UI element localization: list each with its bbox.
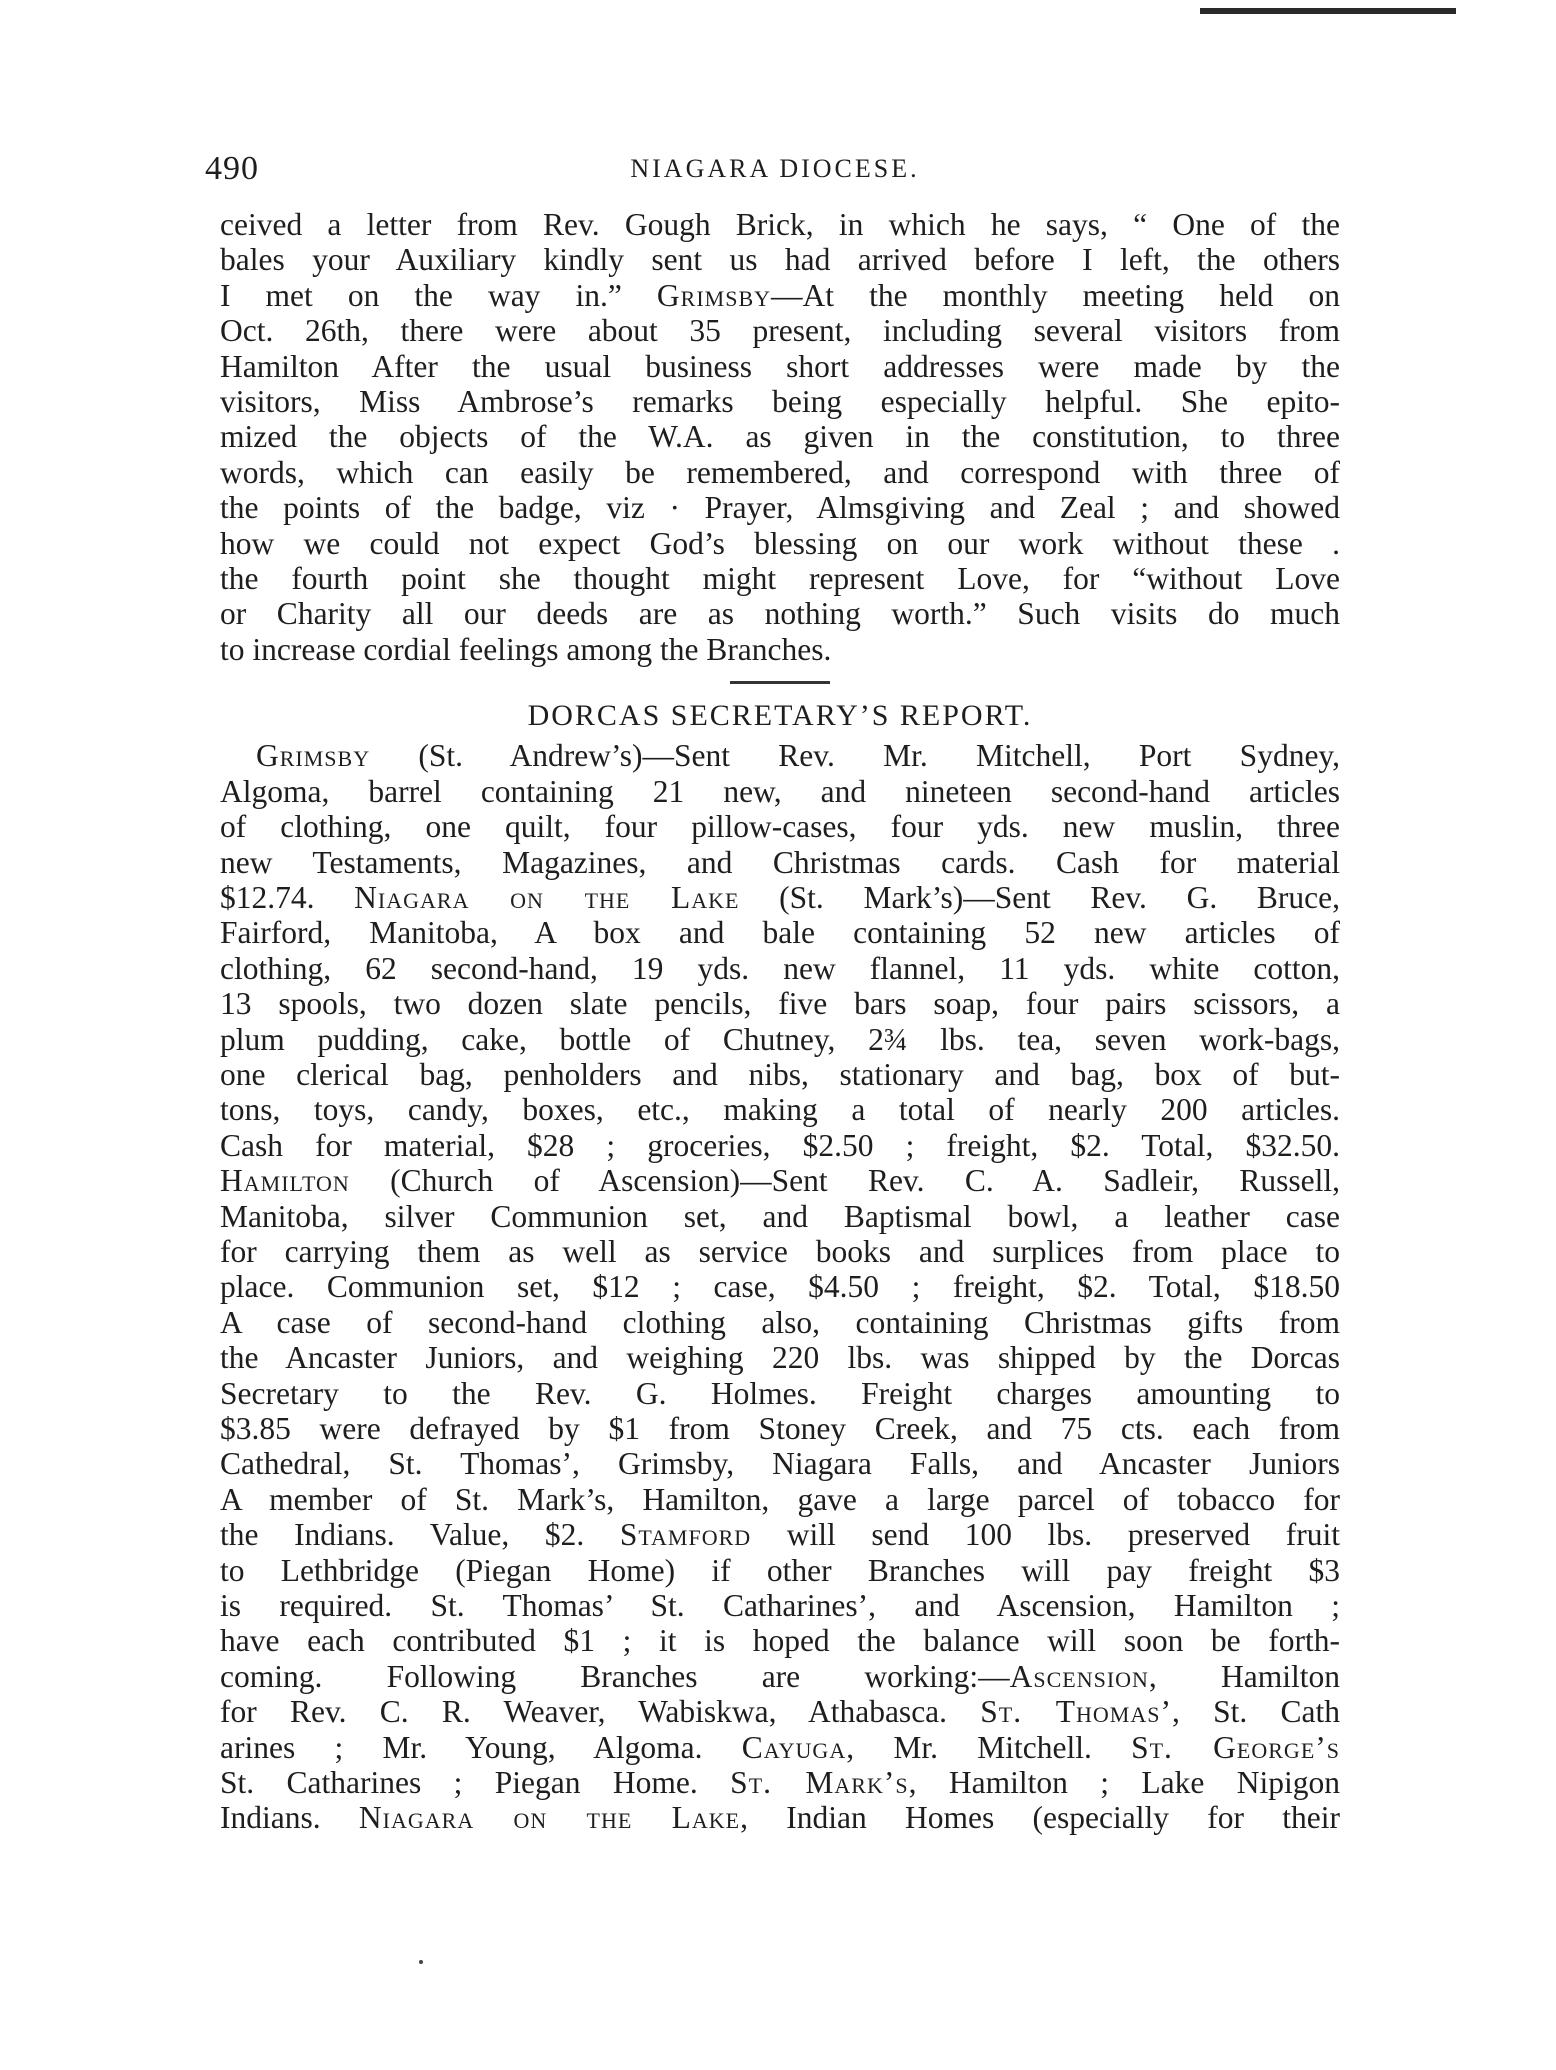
text-run: the Indians. Value, $2.: [220, 1517, 620, 1553]
stray-ink-dot: [419, 1960, 423, 1964]
text-run: $12.74.: [220, 879, 355, 915]
text-line: [220, 809, 1340, 844]
text-run: A case of second-hand clothing also, containing Christmas gifts from: [220, 1304, 1340, 1340]
text-line: [220, 1517, 1340, 1552]
text-line: [220, 349, 1340, 384]
text-line: [220, 1163, 1340, 1198]
text-run: Algoma, barrel containing 21 new, and nineteen second-hand articles: [220, 773, 1340, 809]
text-run: new Testaments, Magazines, and Christmas cards. Cash for material: [220, 844, 1340, 880]
small-caps-name: Stamford: [619, 1517, 752, 1553]
text-line: [220, 526, 1340, 561]
small-caps-name: St. Mark’s: [730, 1765, 909, 1801]
text-run: one clerical bag, penholders and nibs, stationary and bag, box of but-: [220, 1056, 1340, 1092]
text-line: [220, 455, 1340, 490]
text-run: visitors, Miss Ambrose’s remarks being especially helpful. She epito-: [220, 384, 1340, 420]
text-line: [220, 1340, 1340, 1375]
small-caps-name: Grimsby: [256, 738, 371, 774]
text-run: , Hamilton: [1148, 1658, 1340, 1694]
text-run: to Lethbridge (Piegan Home) if other Branches will pay freight $3: [220, 1552, 1340, 1588]
text-run: the Ancaster Juniors, and weighing 220 lbs. was shipped by the Dorcas: [220, 1340, 1340, 1376]
text-line: [220, 490, 1340, 525]
text-line: [220, 1623, 1340, 1658]
text-run: for carrying them as well as service books and surplices from place to: [220, 1233, 1340, 1269]
text-run: or Charity all our deeds are as nothing worth.” Such visits do much: [220, 596, 1340, 632]
small-caps-name: Niagara on the Lake: [358, 1800, 741, 1836]
text-run: the points of the badge, viz · Prayer, Almsgiving and Zeal ; and showed: [220, 490, 1340, 526]
text-run: St. Catharines ; Piegan Home.: [220, 1765, 731, 1801]
section-heading: DORCAS SECRETARY’S REPORT.: [527, 699, 1033, 733]
text-line: [220, 951, 1340, 986]
text-line: [220, 1765, 1340, 1800]
text-run: Fairford, Manitoba, A box and bale containing 52 new articles of: [220, 915, 1340, 951]
page-header: [205, 150, 1345, 192]
text-line: [220, 845, 1340, 880]
text-run: (St. Mark’s)—Sent Rev. G. Bruce,: [739, 879, 1340, 915]
small-caps-name: Grimsby: [656, 277, 772, 313]
section-divider: [730, 681, 830, 684]
small-caps-name: Hamilton: [220, 1163, 350, 1199]
small-caps-name: Cayuga: [741, 1729, 847, 1765]
text-run: $3.85 were defrayed by $1 from Stoney Creek, and 75 cts. each from: [220, 1411, 1340, 1446]
text-line: [220, 1553, 1340, 1588]
text-line: [220, 278, 1340, 313]
text-run: clothing, 62 second-hand, 19 yds. new flannel, 11 yds. white cotton,: [220, 950, 1340, 986]
text-run: tons, toys, candy, boxes, etc., making a total of nearly 200 articles.: [220, 1092, 1340, 1128]
small-caps-name: St. George’s: [1131, 1729, 1340, 1765]
text-run: , Mr. Mitchell.: [846, 1729, 1132, 1765]
top-edge-rule: [1200, 8, 1456, 14]
text-line: [220, 242, 1340, 277]
text-run: Secretary to the Rev. G. Holmes. Freight charges amounting to: [220, 1375, 1340, 1411]
text-run: Cash for material, $28 ; groceries, $2.50 ; freight, $2. Total, $32.50.: [220, 1127, 1340, 1163]
text-line: [220, 915, 1340, 950]
text-run: arines ; Mr. Young, Algoma.: [220, 1729, 742, 1765]
text-run: Oct. 26th, there were about 35 present, including several visitors from: [220, 313, 1340, 349]
text-run: (Church of Ascension)—Sent Rev. C. A. Sadleir, Russell,: [349, 1163, 1340, 1199]
text-run: of clothing, one quilt, four pillow-cases, four yds. new muslin, three: [220, 809, 1340, 845]
text-run: (St. Andrew’s)—Sent Rev. Mr. Mitchell, Port Sydney,: [370, 738, 1340, 774]
text-line: [220, 880, 1340, 915]
text-run: , St. Cath: [1171, 1694, 1340, 1730]
text-line: [220, 738, 1340, 773]
text-line: [220, 1411, 1340, 1446]
text-run: plum pudding, cake, bottle of Chutney, 2¾ lbs. tea, seven work-bags,: [220, 1021, 1340, 1057]
text-run: for Rev. C. R. Weaver, Wabiskwa, Athabasca.: [220, 1694, 981, 1730]
text-run: Indians.: [220, 1800, 359, 1836]
text-run: how we could not expect God’s blessing on our work without these .: [220, 525, 1340, 561]
text-run: A member of St. Mark’s, Hamilton, gave a large parcel of tobacco for: [220, 1481, 1340, 1517]
text-run: will send 100 lbs. preserved fruit: [751, 1517, 1340, 1553]
text-run: Hamilton After the usual business short addresses were made by the: [220, 348, 1340, 384]
text-run: I met on the way in.”: [220, 277, 657, 313]
text-line: [220, 596, 1340, 631]
text-run: , Hamilton ; Lake Nipigon: [908, 1765, 1340, 1801]
text-run: have each contributed $1 ; it is hoped the balance will soon be forth-: [220, 1623, 1340, 1659]
text-line: [220, 207, 1340, 242]
text-run: Cathedral, St. Thomas’, Grimsby, Niagara Falls, and Ancaster Juniors: [220, 1446, 1340, 1482]
text-line: [220, 632, 1340, 667]
text-run: ceived a letter from Rev. Gough Brick, in which he says, “ One of the: [220, 207, 1340, 242]
text-line: [220, 1659, 1340, 1694]
text-run: bales your Auxiliary kindly sent us had arrived before I left, the others: [220, 242, 1340, 278]
page-body: [220, 207, 1340, 1836]
small-caps-name: Ascension: [1009, 1658, 1149, 1694]
small-caps-name: St. Thomas’: [980, 1694, 1172, 1730]
text-run: to increase cordial feelings among the Branches.: [220, 631, 832, 667]
text-line: [220, 1128, 1340, 1163]
text-line: [220, 774, 1340, 809]
text-line: [220, 1376, 1340, 1411]
text-run: coming. Following Branches are working:—: [220, 1658, 1010, 1694]
text-line: [220, 1234, 1340, 1269]
text-line: [220, 986, 1340, 1021]
text-run: —At the monthly meeting held on: [771, 277, 1340, 313]
paragraph-grimsby-report: [220, 207, 1340, 667]
text-run: mized the objects of the W.A. as given in the constitution, to three: [220, 419, 1340, 455]
text-run: place. Communion set, $12 ; case, $4.50 ; freight, $2. Total, $18.50: [220, 1269, 1340, 1305]
text-line: [220, 1446, 1340, 1481]
text-line: [220, 1694, 1340, 1729]
text-line: [220, 1305, 1340, 1340]
text-line: [220, 1588, 1340, 1623]
text-line: [220, 1057, 1340, 1092]
running-head: NIAGARA DIOCESE.: [630, 154, 920, 183]
text-run: is required. St. Thomas’ St. Catharines’, and Ascension, Hamilton ;: [220, 1588, 1340, 1624]
text-line: [220, 1022, 1340, 1057]
text-line: [220, 1199, 1340, 1234]
text-line: [220, 419, 1340, 454]
paragraph-dorcas-report: [220, 738, 1340, 1836]
text-line: [220, 1092, 1340, 1127]
text-line: [220, 561, 1340, 596]
small-caps-name: Niagara on the Lake: [354, 879, 740, 915]
page-number: 490: [205, 150, 259, 187]
text-line: [220, 1730, 1340, 1765]
text-line: [220, 1800, 1340, 1835]
text-run: , Indian Homes (especially for their: [740, 1800, 1340, 1836]
text-run: the fourth point she thought might represent Love, for “without Love: [220, 561, 1340, 597]
text-line: [220, 384, 1340, 419]
text-run: Manitoba, silver Communion set, and Baptismal bowl, a leather case: [220, 1198, 1340, 1234]
text-run: words, which can easily be remembered, and correspond with three of: [220, 454, 1340, 490]
text-line: [220, 1269, 1340, 1304]
text-run: 13 spools, two dozen slate pencils, five bars soap, four pairs scissors, a: [220, 986, 1340, 1022]
text-line: [220, 313, 1340, 348]
text-line: [220, 1482, 1340, 1517]
